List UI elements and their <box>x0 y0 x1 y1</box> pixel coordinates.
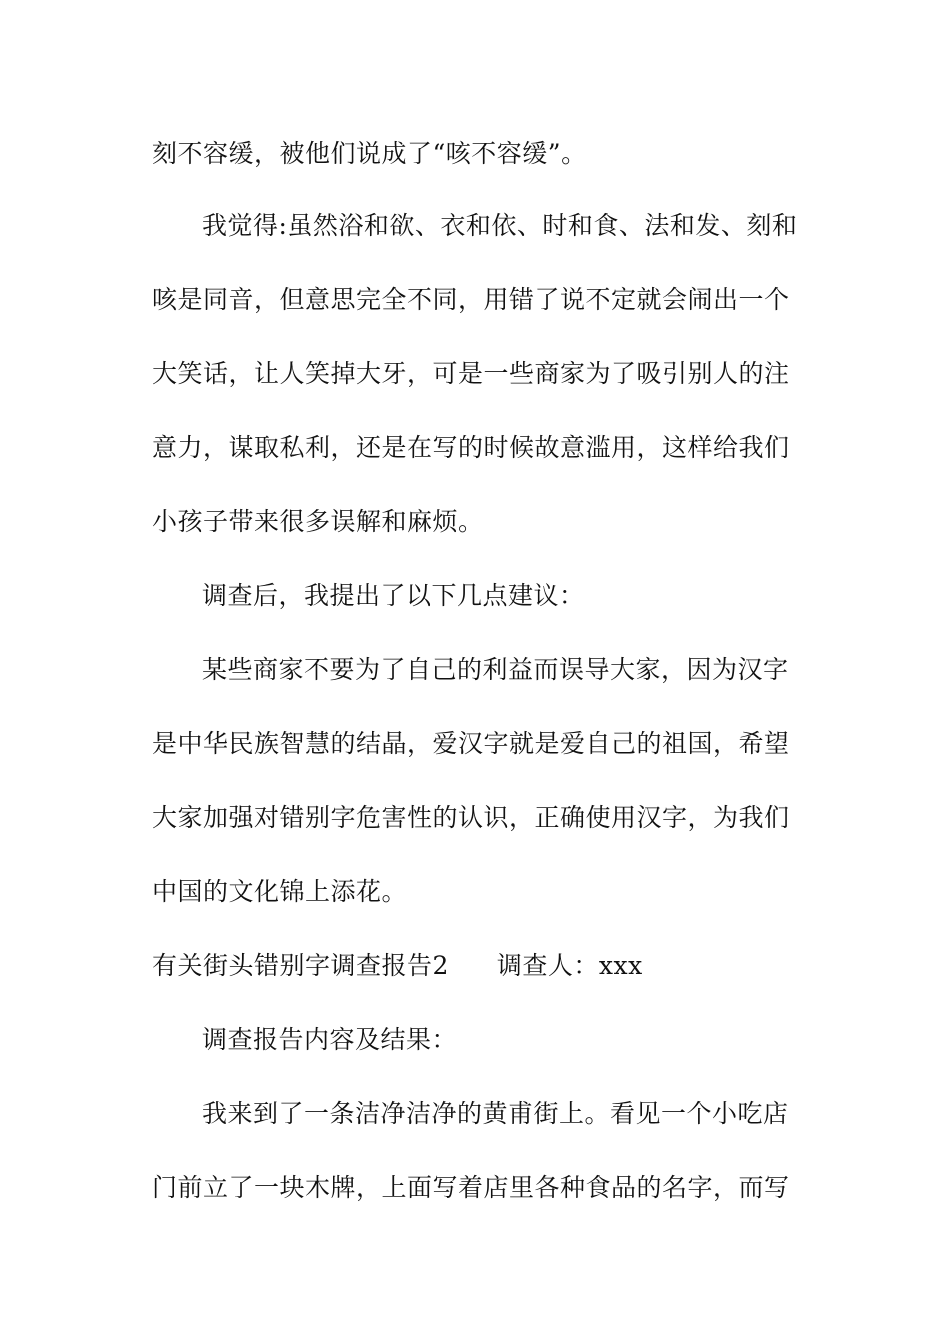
paragraph-line: 中国的文化锦上添花。 <box>152 877 408 906</box>
paragraph-line: 我觉得:虽然浴和欲、衣和依、时和食、法和发、刻和 <box>202 211 798 240</box>
paragraph-line: 刻不容缓，被他们说成了“咳不容缓”。 <box>152 139 587 168</box>
paragraph-line: 调查报告内容及结果： <box>202 1025 458 1054</box>
paragraph-line: 调查后，我提出了以下几点建议： <box>202 581 585 610</box>
paragraph-line: 大家加强对错别字危害性的认识，正确使用汉字，为我们 <box>152 803 790 832</box>
report-heading <box>152 950 643 982</box>
paragraph-line: 某些商家不要为了自己的利益而误导大家，因为汉字 <box>202 655 789 684</box>
paragraph-line: 小孩子带来很多误解和麻烦。 <box>152 507 484 536</box>
paragraph-line: 咳是同音，但意思完全不同，用错了说不定就会闹出一个 <box>152 285 790 314</box>
paragraph-line: 是中华民族智慧的结晶，爱汉字就是爱自己的祖国，希望 <box>152 729 790 758</box>
paragraph-line: 大笑话，让人笑掉大牙，可是一些商家为了吸引别人的注 <box>152 359 790 388</box>
investigator-label: 调查人：xxx <box>496 951 643 980</box>
paragraph-line: 门前立了一块木牌，上面写着店里各种食品的名字，而写 <box>152 1173 790 1202</box>
paragraph-line: 我来到了一条洁净洁净的黄甫街上。看见一个小吃店 <box>202 1099 789 1128</box>
paragraph-line: 意力，谋取私利，还是在写的时候故意滥用，这样给我们 <box>152 433 790 462</box>
report-title: 有关街头错别字调查报告2 <box>152 951 449 980</box>
